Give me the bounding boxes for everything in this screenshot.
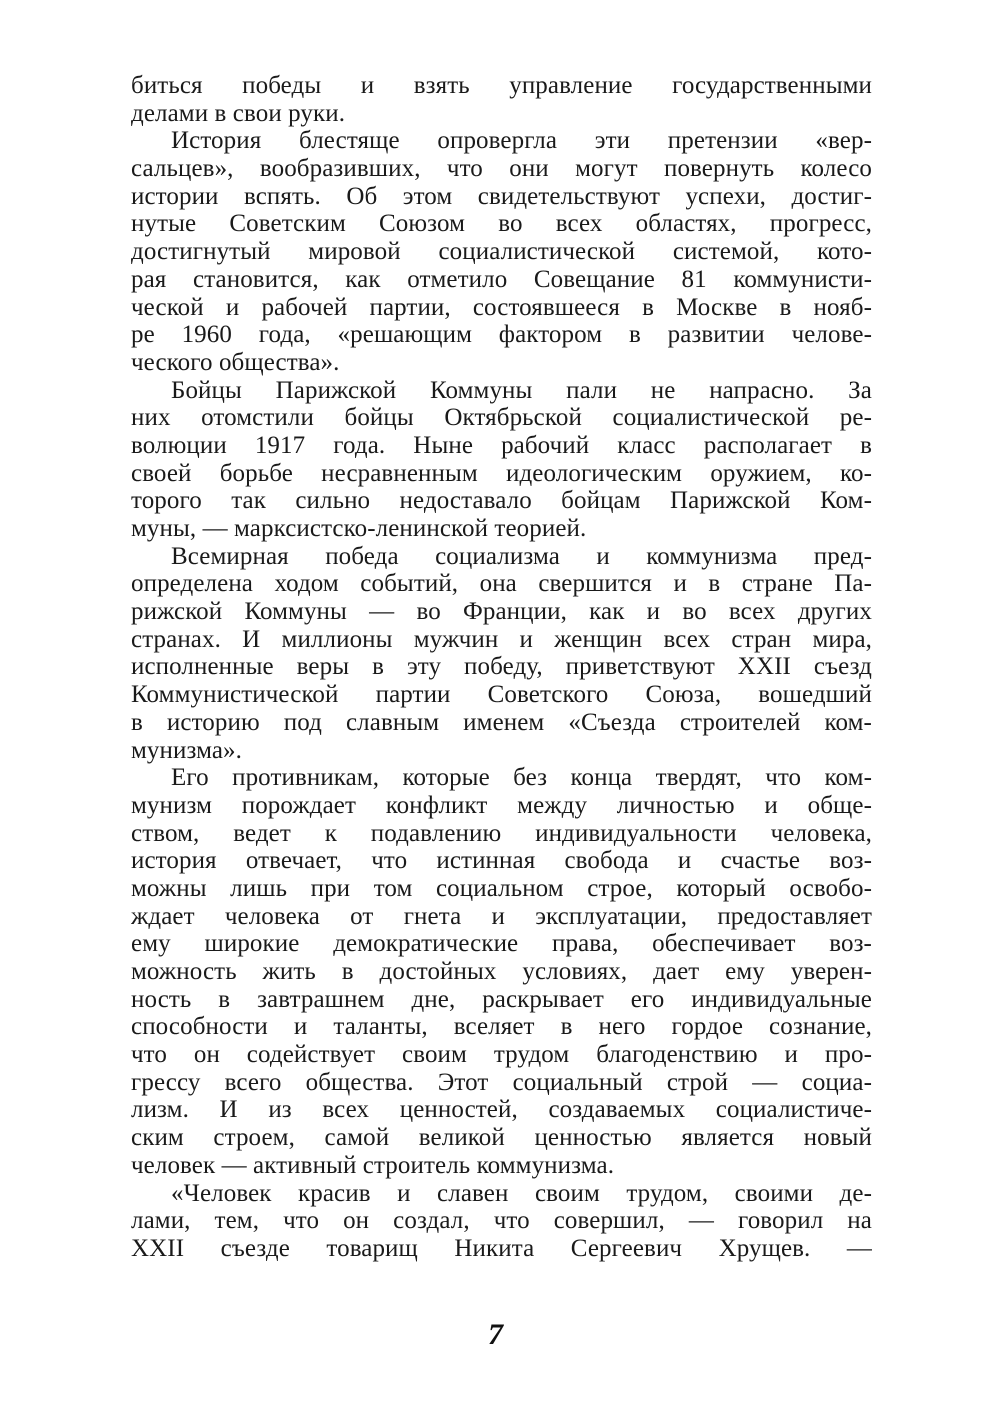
text-line: XXII съезде товарищ Никита Сергеевич Хрущев. — [131,1234,872,1262]
text-line: что он содействует своим трудом благоденствию и про- [131,1041,872,1069]
text-line: в историю под славным именем «Съезда строителей ком- [131,708,872,736]
text-line: биться победы и взять управление государственными [131,72,872,99]
text-line: определена ходом событий, она свершится и в стране Па- [131,570,872,598]
text-line: лизм. И из всех ценностей, создаваемых социалистиче- [131,1096,872,1124]
text-line: можность жить в достойных условиях, дает ему уверен- [131,958,872,985]
text-line: торого так сильно недоставало бойцам Парижской Ком- [131,487,872,515]
page-number: 7 [488,1318,503,1351]
text-line: ством, ведет к подавлению индивидуальности человека, [131,819,872,847]
paragraph-first-line: Бойцы Парижской Коммуны пали не напрасно. За [171,376,872,404]
text-line: странах. И миллионы мужчин и женщин всех стран мира, [131,625,872,653]
text-line: ему широкие демократические права, обеспечивает воз- [131,930,872,958]
text-line: нутые Советским Союзом во всех областях, прогресс, [131,210,872,238]
text-line: сальцев», вообразивших, что они могут повернуть колесо [131,155,872,183]
text-line: достигнутый мировой социалистической системой, кото- [131,238,872,266]
text-line: ческого общества». [131,348,340,376]
text-line: волюции 1917 года. Ныне рабочий класс располагает в [131,431,872,459]
text-line: история отвечает, что истинная свобода и счастье воз- [131,847,872,875]
text-line: мунизма». [131,736,242,764]
paragraph-first-line: История блестяще опровергла эти претензии «вер- [171,127,872,155]
text-line: них отомстили бойцы Октябрьской социалистической ре- [131,404,872,432]
text-line: своей борьбе несравненным идеологическим оружием, ко- [131,459,872,487]
text-line: ским строем, самой великой ценностью является новый [131,1124,872,1152]
text-line: истории вспять. Об этом свидетельствуют успехи, достиг- [131,182,872,210]
text-line: ческой и рабочей партии, состоявшееся в Москве в нояб- [131,293,872,321]
text-line: делами в свои руки. [131,99,346,127]
text-line: исполненные веры в эту победу, приветствуют XXII съезд [131,653,872,681]
paragraph-first-line: Его противникам, которые без конца твердят, что ком- [171,764,872,792]
text-line: ность в завтрашнем дне, раскрывает его индивидуальные [131,985,872,1013]
text-line: человек — активный строитель коммунизма. [131,1151,615,1179]
text-line: Коммунистической партии Советского Союза, вошедший [131,681,872,709]
text-line: лами, тем, что он создал, что совершил, — говорил на [131,1207,872,1235]
text-line: способности и таланты, вселяет в него гордое сознание, [131,1013,872,1041]
body-text [131,72,872,1263]
text-line: рижской Коммуны — во Франции, как и во всех других [131,598,872,626]
text-line: можны лишь при том социальном строе, который освобо- [131,874,872,902]
text-line: ре 1960 года, «решающим фактором в развитии челове- [131,321,872,349]
text-line: муны, — марксистско-ленинской теорией. [131,515,587,542]
text-line: грессу всего общества. Этот социальный строй — социа- [131,1068,872,1096]
text-line: мунизм порождает конфликт между личностью и обще- [131,791,872,819]
text-line: ждает человека от гнета и эксплуатации, предоставляет [131,902,872,930]
paragraph-first-line: «Человек красив и славен своим трудом, своими де- [171,1179,872,1207]
paragraph-first-line: Всемирная победа социализма и коммунизма пред- [171,542,872,570]
text-line: рая становится, как отметило Совещание 81 коммунисти- [131,265,872,293]
